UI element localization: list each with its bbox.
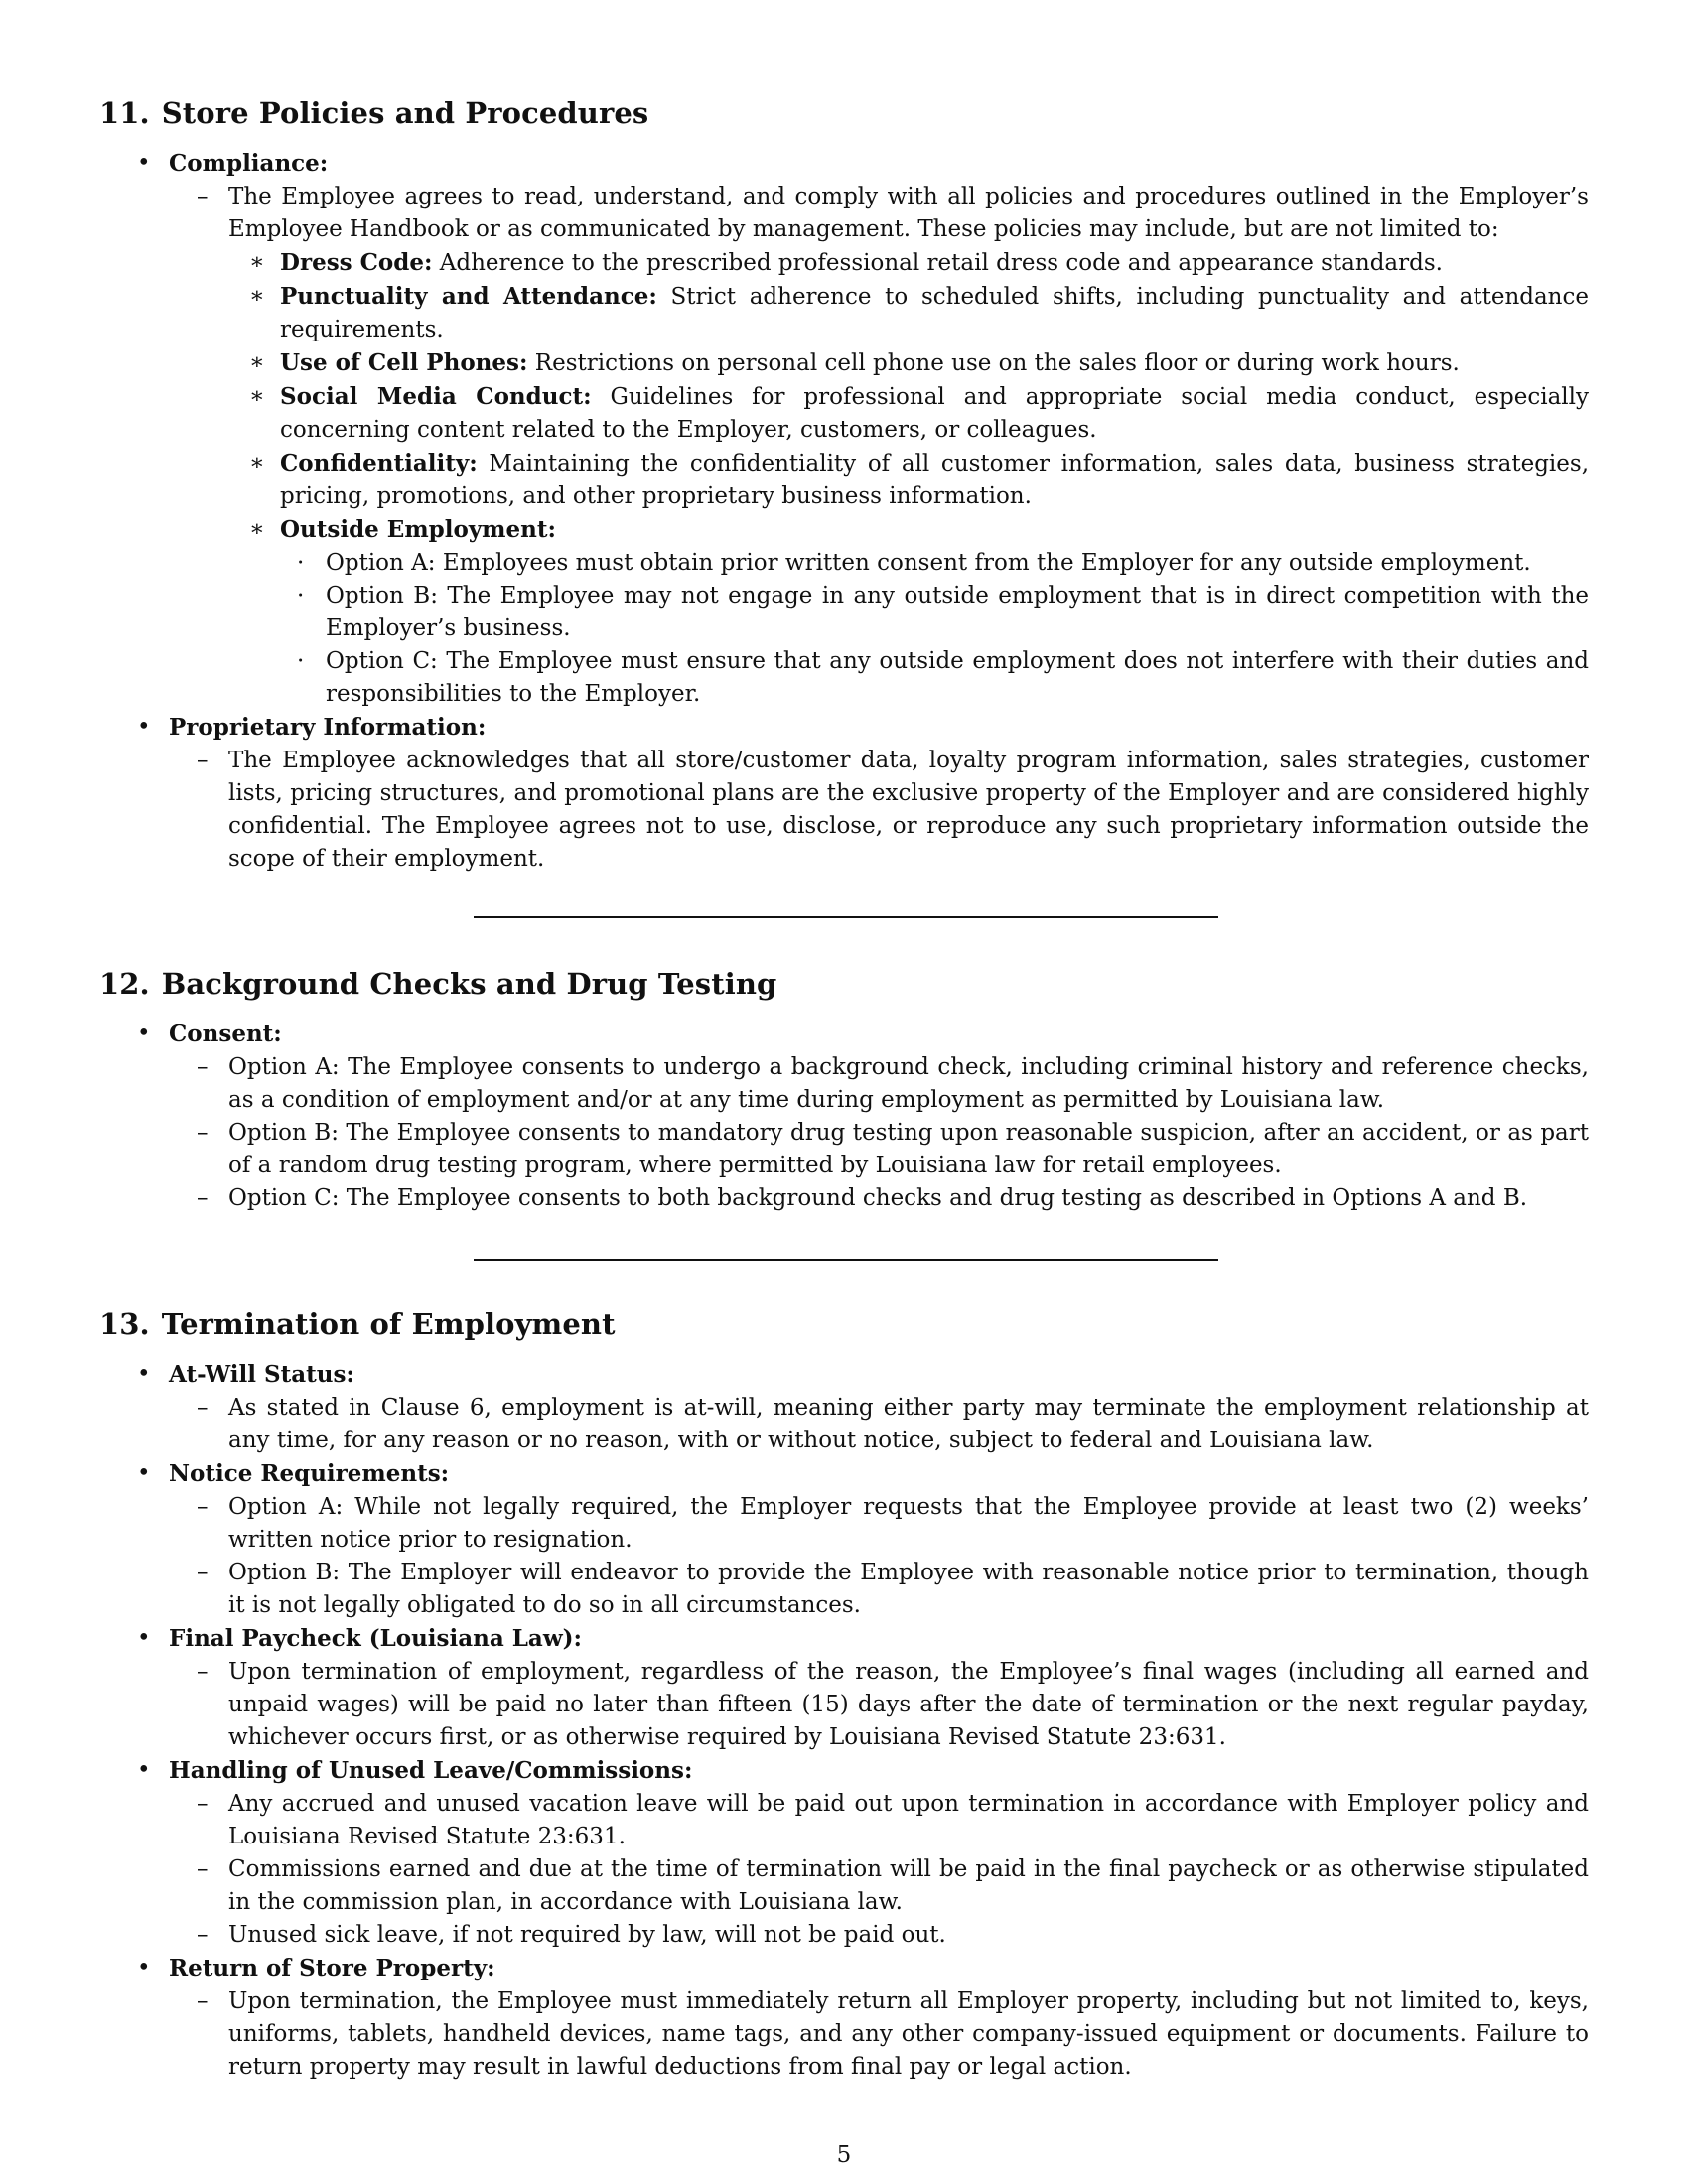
subitem: – Option C: The Employee consents to both background checks and drug testing as described in Options A and B. <box>197 1185 1528 1211</box>
section-heading: 12. Background Checks and Drug Testing <box>99 967 777 1001</box>
subitem: – Unused sick leave, if not required by law, will not be paid out. <box>197 1922 946 1948</box>
subitem: – The Employee agrees to read, understand, and comply with all policies and procedures outlined in the Employer’s Employee Handbook or as communicated by management. These policies may include, but are not limited to: <box>197 184 1589 242</box>
policy-confidentiality: ∗ Confidentiality: Maintaining the confidentiality of all customer information, sales data, business strategies, pricing, promotions, and other proprietary business information. <box>249 450 1590 509</box>
section-12 <box>99 966 1589 1215</box>
subitem: – Upon termination of employment, regardless of the reason, the Employee’s final wages (including all earned and unpaid wages) will be paid no later than fifteen (15) days after the date of termination or the next regular payday, whichever occurs first, or as otherwise required by Louisiana Revised Statute 23:631. <box>197 1659 1589 1750</box>
option-item: · Option C: The Employee must ensure that any outside employment does not interfere with their duties and responsibilities to the Employer. <box>297 648 1589 707</box>
policy-dress-code: ∗ Dress Code: Adherence to the prescribed professional retail dress code and appearance standards. <box>249 249 1443 276</box>
section-divider <box>474 1259 1218 1261</box>
page-number: 5 <box>836 2142 852 2168</box>
section-11 <box>99 95 1589 876</box>
option-item: · Option A: Employees must obtain prior written consent from the Employer for any outside employment. <box>297 550 1531 576</box>
policy-cell-phones: ∗ Use of Cell Phones: Restrictions on personal cell phone use on the sales floor or during work hours. <box>249 349 1460 376</box>
section-heading: 13. Termination of Employment <box>99 1307 616 1341</box>
subitem: – Option A: The Employee consents to undergo a background check, including criminal history and reference checks, as a condition of employment and/or at any time during employment as permitted by Louisiana law. <box>197 1054 1589 1113</box>
policy-punctuality: ∗ Punctuality and Attendance: Strict adherence to scheduled shifts, including punctuality and attendance requirements. <box>249 283 1589 342</box>
subitem: – Option A: While not legally required, the Employer requests that the Employee provide at least two (2) weeks’ written notice prior to resignation. <box>197 1494 1589 1553</box>
subitem: – Any accrued and unused vacation leave will be paid out upon termination in accordance with Employer policy and Louisiana Revised Statute 23:631. <box>197 1791 1589 1849</box>
bullet-compliance: • Compliance: <box>137 150 329 177</box>
section-13 <box>99 1306 1589 2084</box>
bullet-at-will-status: • At-Will Status: <box>137 1361 354 1388</box>
subitem: – Option B: The Employer will endeavor to provide the Employee with reasonable notice prior to termination, though it is not legally obligated to do so in all circumstances. <box>197 1560 1589 1618</box>
subitem: – Option B: The Employee consents to mandatory drug testing upon reasonable suspicion, after an accident, or as part of a random drug testing program, where permitted by Louisiana law for retail employees. <box>197 1120 1589 1178</box>
subitem: – Commissions earned and due at the time of termination will be paid in the final paycheck or as otherwise stipulated in the commission plan, in accordance with Louisiana law. <box>197 1856 1589 1915</box>
section-divider <box>474 916 1218 918</box>
policy-outside-employment: ∗ Outside Employment: <box>249 516 556 543</box>
bullet-notice-requirements: • Notice Requirements: <box>137 1460 450 1487</box>
bullet-consent: • Consent: <box>137 1021 282 1047</box>
subitem: – Upon termination, the Employee must immediately return all Employer property, including but not limited to, keys, uniforms, tablets, handheld devices, name tags, and any other company-issued equipment or documents. Failure to return property may result in lawful deductions from final pay or legal action. <box>197 1988 1589 2080</box>
bullet-proprietary-information: • Proprietary Information: <box>137 714 487 741</box>
policy-social-media: ∗ Social Media Conduct: Guidelines for professional and appropriate social media conduct, especially concerning content related to the Employer, customers, or colleagues. <box>249 383 1589 443</box>
bullet-unused-leave: • Handling of Unused Leave/Commissions: <box>137 1757 693 1784</box>
subitem: – The Employee acknowledges that all store/customer data, loyalty program information, sales strategies, customer lists, pricing structures, and promotional plans are the exclusive property of the Employer and are considered highly confidential. The Employee agrees not to use, disclose, or reproduce any such proprietary information outside the scope of their employment. <box>197 748 1589 872</box>
bullet-final-paycheck: • Final Paycheck (Louisiana Law): <box>137 1625 583 1652</box>
option-item: · Option B: The Employee may not engage in any outside employment that is in direct competition with the Employer’s business. <box>297 583 1589 641</box>
subitem: – As stated in Clause 6, employment is at-will, meaning either party may terminate the employment relationship at any time, for any reason or no reason, with or without notice, subject to federal and Louisiana law. <box>197 1395 1589 1453</box>
bullet-return-of-property: • Return of Store Property: <box>137 1955 495 1981</box>
section-heading: 11. Store Policies and Procedures <box>99 96 649 130</box>
